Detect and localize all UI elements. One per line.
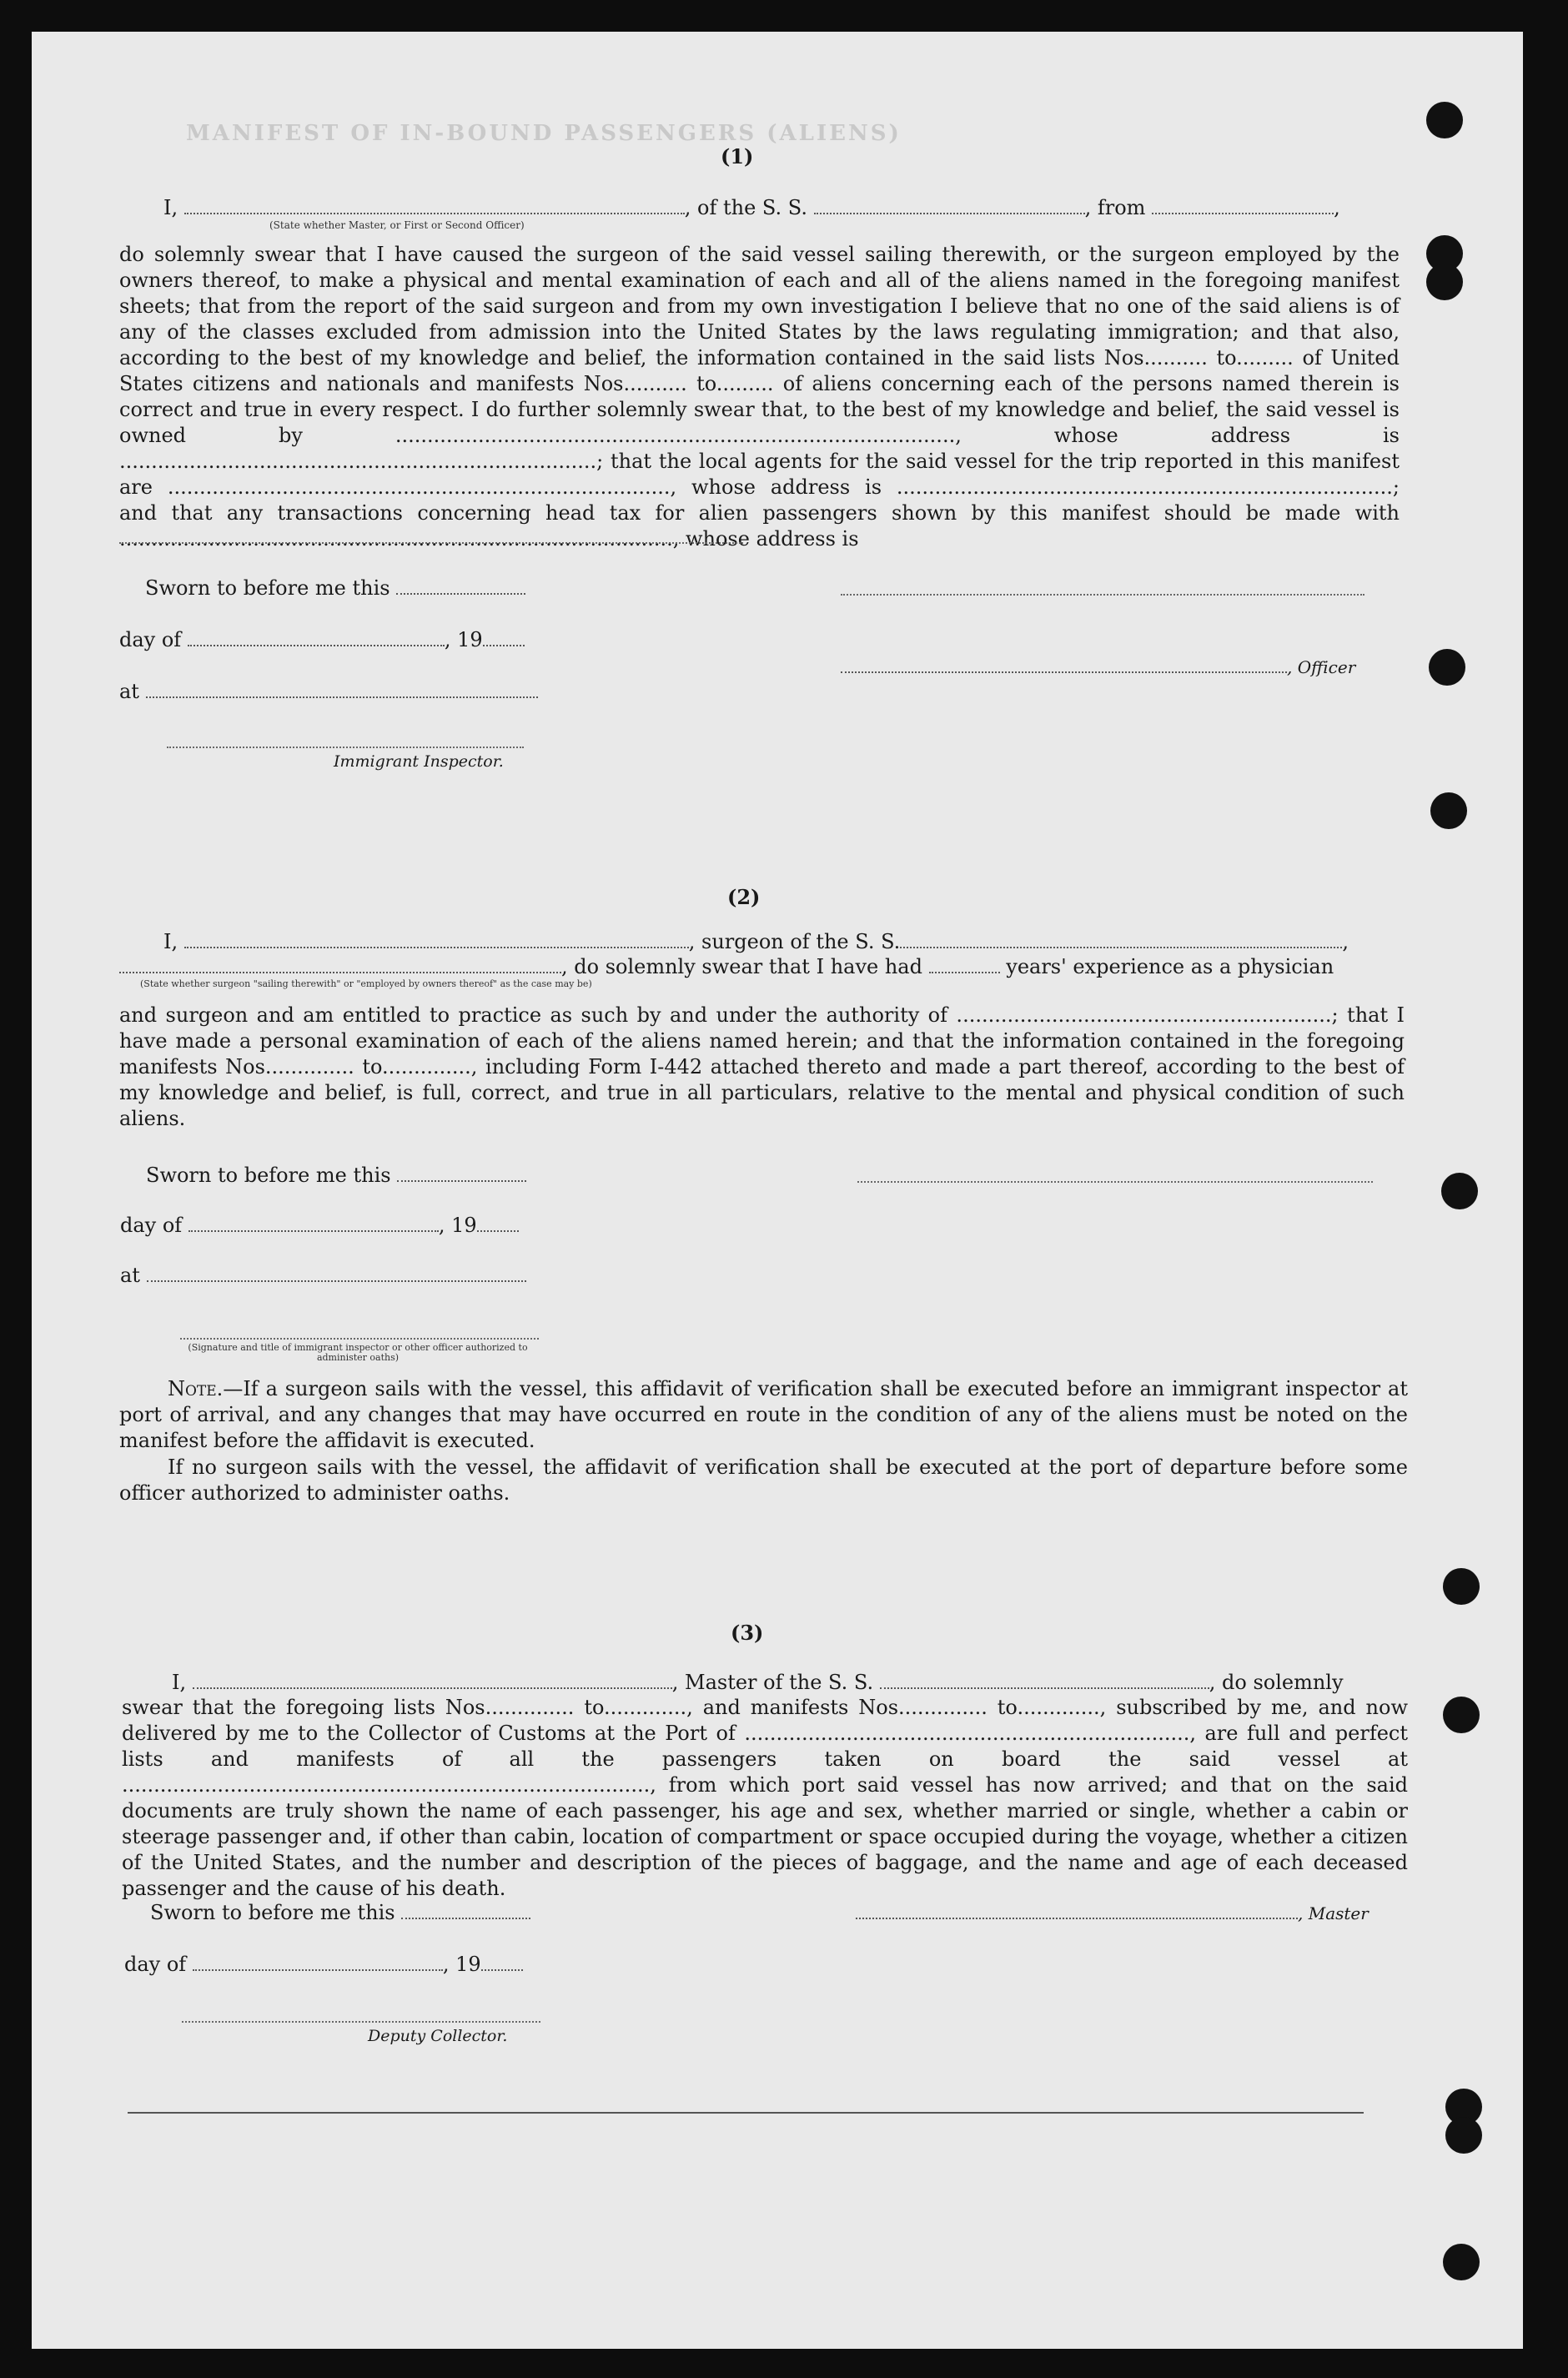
punch-hole (1441, 1173, 1478, 1209)
blank-sworn-day-3 (401, 1901, 530, 1919)
punch-hole (1426, 102, 1463, 138)
blank-line (119, 542, 743, 544)
note-paragraph-2: If no surgeon sails with the vessel, the affidavit of verification shall be executed at the port of departure before some officer authorized to administer oaths. (119, 1455, 1408, 1505)
day-of-1: day of , 19 (119, 627, 525, 653)
sworn-label-1: Sworn to before me this (145, 576, 525, 601)
officer-line: , Officer (841, 654, 1355, 681)
blank-surgeon-name (184, 930, 689, 948)
note-label: Note. (168, 1377, 224, 1400)
blank-day-month-2 (188, 1214, 439, 1232)
section3-paragraph: swear that the foregoing lists Nos.............. to............., and manifests Nos.............. to............., subscribed by me, and now delivered by me to the Collector of Customs at the Port of ......................................................................, are full and perfect lists and manifests of all the passengers taken on board the said vessel at ..................................................................................., from which port said vessel has now arrived; and that on the said documents are truly shown the name of each passenger, his age and sex, whether married or single, whether a cabin or steerage passenger and, if other than cabin, location of compartment or space occupied during the voyage, whether a citizen of the United States, and the number and description of the pieces of baggage, and the name and age of each deceased passenger and the cause of his death. (122, 1696, 1408, 1900)
bleed-through-header: MANIFEST OF IN-BOUND PASSENGERS (ALIENS) (186, 121, 902, 146)
section1-line1: I, , of the S. S. , from , (163, 196, 1340, 219)
blank-year-3 (481, 1953, 523, 1971)
blank-at-place-2 (147, 1264, 526, 1282)
blank-year-2 (477, 1214, 519, 1232)
blank-surgeon-type (119, 955, 561, 973)
punch-hole (1429, 649, 1465, 686)
signature-line-collector (182, 2021, 540, 2023)
punch-hole (1445, 2089, 1482, 2125)
label-of-ss: , of the S. S. (684, 196, 807, 219)
manifest-page (32, 32, 1523, 2349)
day-of-2: day of , 19 (120, 1213, 519, 1239)
blank-master-name (184, 196, 685, 214)
bottom-rule (128, 2112, 1364, 2114)
section2-line2: , do solemnly swear that I have had years' experience as a physician (119, 954, 1334, 980)
punch-hole (1430, 792, 1467, 829)
immigrant-inspector-label: Immigrant Inspector. (334, 752, 504, 771)
state-note-1: (State whether Master, or First or Second Officer) (269, 219, 525, 231)
blank-day-month (188, 628, 445, 646)
state-note-2: (State whether surgeon "sailing therewith" or "employed by owners thereof" as the case may be) (140, 978, 592, 989)
blank-sworn-day (396, 576, 525, 595)
signature-line-officer (841, 655, 1287, 673)
section2-paragraph: and surgeon and am entitled to practice as such by and under the authority of ...........................................................; that I have made a personal examination of each of the aliens named herein; and that the information contained in the foregoing manifests Nos.............. to.............., including Form I-442 attached thereto and made a part thereof, according to the best of my knowledge and belief, is full, correct, and true in all particulars, relative to the mental and physical condition of such aliens. (119, 1003, 1405, 1130)
master-line: , Master (856, 1900, 1369, 1927)
signature-line-surgeon (857, 1181, 1373, 1183)
signature-line-master (841, 594, 1364, 596)
at-1: at (119, 679, 538, 705)
sworn-label-3: Sworn to before me this (150, 1900, 530, 1926)
blank-day-month-3 (193, 1953, 443, 1971)
punch-hole (1426, 235, 1463, 272)
signature-line-inspector (167, 747, 524, 748)
at-2: at (120, 1263, 526, 1289)
day-of-3: day of , 19 (124, 1952, 523, 1978)
section3-line1: I, , Master of the S. S. , do solemnly (172, 1671, 1344, 1694)
deputy-collector-label: Deputy Collector. (368, 2027, 508, 2045)
blank-vessel-2 (900, 930, 1342, 948)
section2-line1: I, , surgeon of the S. S. , (163, 930, 1349, 953)
blank-years (929, 955, 1000, 973)
section-number-2: (2) (727, 885, 761, 909)
note-paragraph: Note.—If a surgeon sails with the vessel, this affidavit of verification shall be executed before an immigrant inspector at port of arrival, and any changes that may have occurred en route in the condition of any of the aliens must be noted on the manifest before the affidavit is executed. (119, 1377, 1408, 1452)
section-number-3: (3) (731, 1621, 764, 1645)
sworn-label-2: Sworn to before me this (146, 1163, 526, 1189)
punch-hole (1443, 1697, 1480, 1733)
punch-hole (1443, 2244, 1480, 2280)
blank-from-port (1152, 196, 1334, 214)
signature-note: (Signature and title of immigrant inspector or other officer authorized to administer oaths) (188, 1342, 528, 1363)
blank-at-place (146, 680, 538, 698)
blank-vessel-3 (880, 1671, 1209, 1689)
label-i: I, (163, 196, 178, 219)
label-from: , from (1084, 196, 1146, 219)
signature-line-inspector-2 (180, 1338, 539, 1340)
blank-sworn-day-2 (397, 1164, 526, 1182)
blank-vessel (814, 196, 1085, 214)
punch-hole (1443, 1568, 1480, 1605)
section-number-1: (1) (721, 144, 754, 168)
blank-year (483, 628, 525, 646)
blank-master-name-3 (193, 1671, 672, 1689)
section1-paragraph: do solemnly swear that I have caused the surgeon of the said vessel sailing therewith, or the surgeon employed by the owners thereof, to make a physical and mental examination of each and all of the aliens named in the foregoing manifest sheets; that from the report of the said surgeon and from my own investigation I believe that no one of the said aliens is of any of the classes excluded from admission into the United States by the laws regulating immigration; and that also, according to the best of my knowledge and belief, the information contained in the said lists Nos.......... to......... of United States citizens and nationals and manifests Nos.......... to......... of aliens concerning each of the persons named therein is correct and true in every respect. I do further solemnly swear that, to the best of my knowledge and belief, the said vessel is owned by ........................................................................................, whose address is ...........................................................................; that the local agents for the said vessel for the trip reported in this manifest are ..............................................................................., whose address is ..............................................................................; and that any transactions concerning head tax for alien passengers shown by this manifest should be made with ......................................................................................., whose address is (119, 243, 1400, 551)
signature-line-master-3 (856, 1901, 1298, 1919)
